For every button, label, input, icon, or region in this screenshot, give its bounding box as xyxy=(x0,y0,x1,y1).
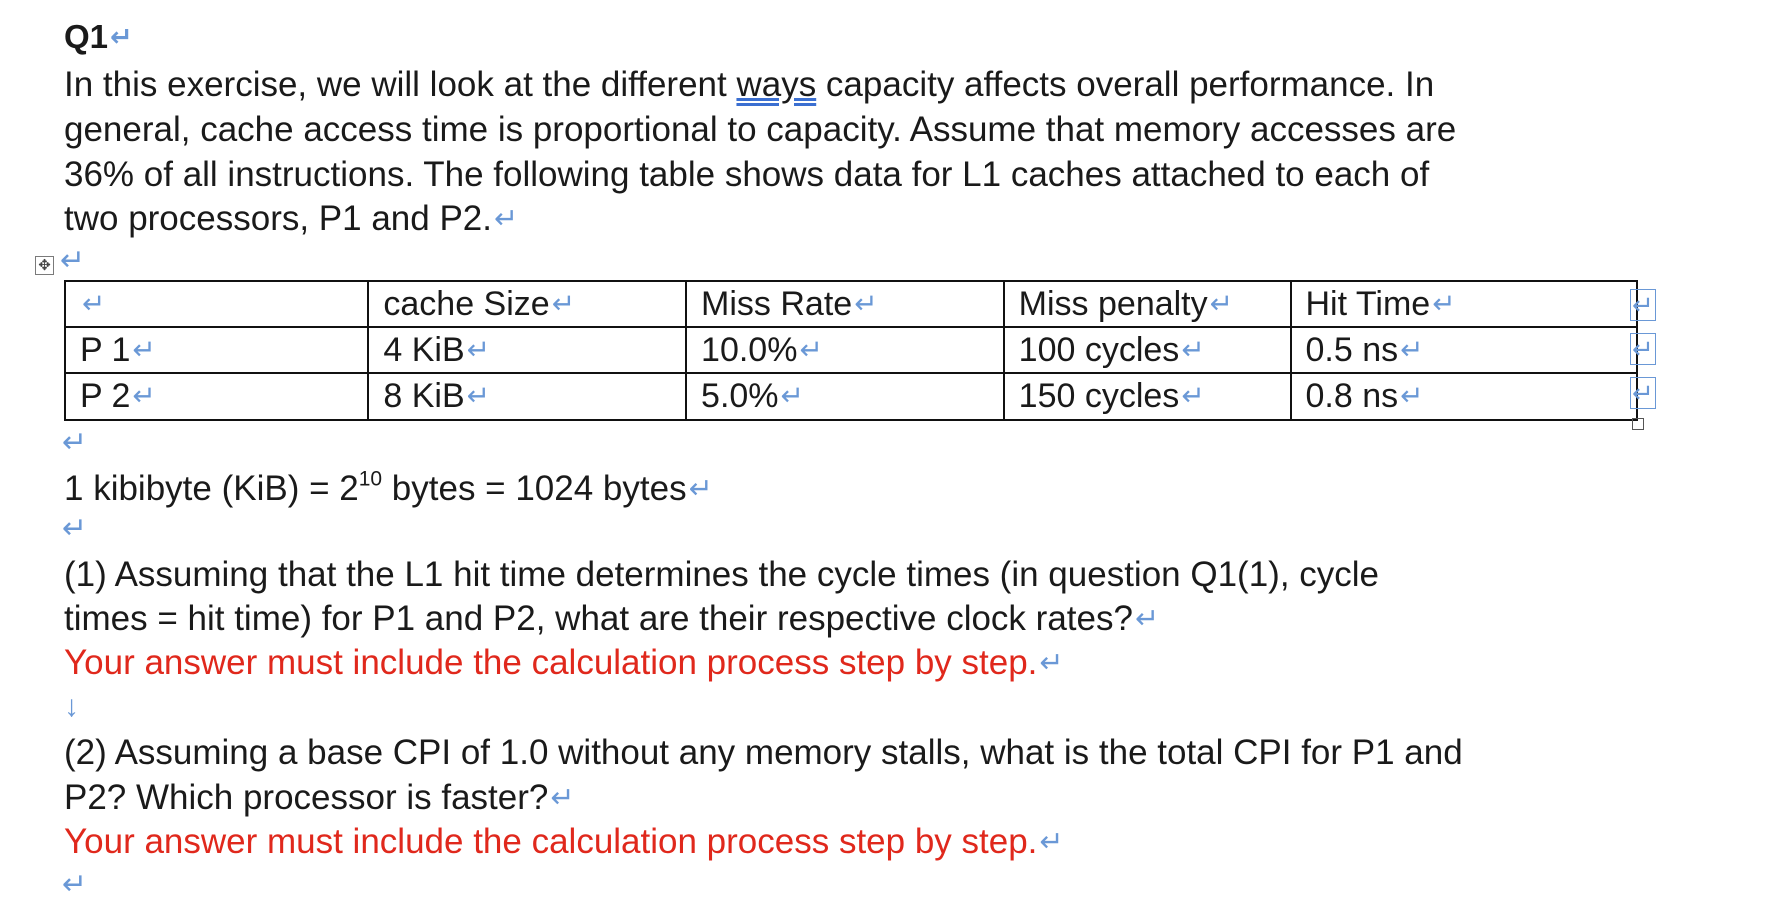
intro-line-3: 36% of all instructions. The following table shows data for L1 caches attached to each of xyxy=(64,155,1430,194)
table-header-cell: cache Size↵ xyxy=(368,281,686,327)
intro-line-4: two processors, P1 and P2.↵ xyxy=(64,199,519,238)
table-header-cell: Miss penalty↵ xyxy=(1004,281,1291,327)
table-cell: 0.5 ns↵ xyxy=(1291,327,1638,373)
paragraph-mark-icon: ↵ xyxy=(62,426,88,459)
row-end-mark-icon: ↵ xyxy=(1632,378,1654,408)
table-row xyxy=(65,327,1637,373)
paragraph-mark-icon: ↵ xyxy=(62,512,88,545)
paragraph-mark-icon: ↵ xyxy=(60,244,86,277)
table-cell: P 1↵ xyxy=(65,327,368,373)
table-cell: P 2↵ xyxy=(65,373,368,419)
table-cell: 8 KiB↵ xyxy=(368,373,686,419)
paragraph-mark-icon: ↵ xyxy=(1134,602,1159,635)
line-break-arrow-icon: ↓ xyxy=(64,690,79,723)
paragraph-mark-icon: ↵ xyxy=(550,781,575,814)
ways-word: ways xyxy=(736,65,817,104)
q1-line-2: times = hit time) for P1 and P2, what are their respective clock rates?↵ xyxy=(64,599,1159,638)
table-header-cell: Miss Rate↵ xyxy=(686,281,1004,327)
table-header-cell: ↵ xyxy=(65,281,368,327)
row-end-mark-icon: ↵ xyxy=(1632,290,1654,320)
table-resize-handle-icon[interactable] xyxy=(1632,418,1644,430)
q2-line-2: P2? Which processor is faster?↵ xyxy=(64,778,575,817)
paragraph-mark-icon: ↵ xyxy=(110,22,133,52)
paragraph-mark-icon: ↵ xyxy=(62,868,88,901)
paragraph-mark-icon: ↵ xyxy=(494,202,519,235)
q2-line-1: (2) Assuming a base CPI of 1.0 without any memory stalls, what is the total CPI for P1 and xyxy=(64,733,1463,772)
paragraph-mark-icon: ↵ xyxy=(1039,825,1064,858)
q1-answer-note: Your answer must include the calculation process step by step.↵ xyxy=(64,643,1064,682)
row-end-mark-icon: ↵ xyxy=(1632,334,1654,364)
table-cell: 0.8 ns↵ xyxy=(1291,373,1638,419)
paragraph-mark-icon: ↵ xyxy=(688,472,713,505)
table-cell: 4 KiB↵ xyxy=(368,327,686,373)
table-header-cell: Hit Time↵ xyxy=(1291,281,1638,327)
table-cell: 10.0%↵ xyxy=(686,327,1004,373)
intro-line-1: In this exercise, we will look at the different ways capacity affects overall performance. In xyxy=(64,65,1435,104)
table-row xyxy=(65,373,1637,419)
table-move-handle-icon[interactable]: ✥ xyxy=(35,256,54,275)
table-cell: 100 cycles↵ xyxy=(1004,327,1291,373)
intro-line-2: general, cache access time is proportional to capacity. Assume that memory accesses are xyxy=(64,110,1457,149)
paragraph-mark-icon: ↵ xyxy=(1039,646,1064,679)
q1-line-1: (1) Assuming that the L1 hit time determines the cycle times (in question Q1(1), cycle xyxy=(64,555,1380,594)
question-title: Q1↵ xyxy=(64,18,133,56)
q2-answer-note: Your answer must include the calculation process step by step.↵ xyxy=(64,822,1064,861)
kib-note: 1 kibibyte $(KiB) = 2^{10}$ bytes = 1024 bytes↵ xyxy=(64,467,713,508)
table-cell: 150 cycles↵ xyxy=(1004,373,1291,419)
table-header-row xyxy=(65,281,1637,327)
cache-table xyxy=(64,280,1638,421)
table-cell: 5.0%↵ xyxy=(686,373,1004,419)
